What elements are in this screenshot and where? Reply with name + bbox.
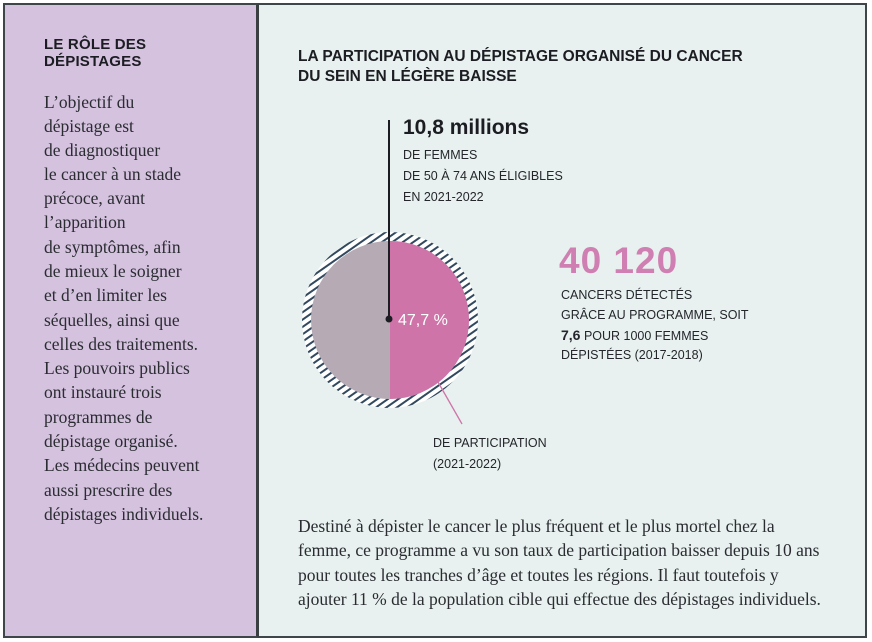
eligible-line-2: DE 50 À 74 ANS ÉLIGIBLES (403, 169, 563, 183)
donut-leader-line (438, 382, 462, 424)
sidebar-text-line: celles des traitements. (44, 334, 199, 354)
sidebar-text-line: le cancer à un stade (44, 164, 182, 184)
eligible-line-3: EN 2021-2022 (403, 190, 484, 204)
paragraph-line: ajouter 11 % de la population cible qui effectue des dépistages individuels. (298, 589, 821, 609)
detected-line-2: GRÂCE AU PROGRAMME, SOIT (561, 308, 749, 322)
infographic-title-line-1: LA PARTICIPATION AU DÉPISTAGE ORGANISÉ DU CANCER (298, 48, 743, 65)
sidebar-text-line: L’objectif du (44, 92, 135, 112)
sidebar-text-line: dépistages individuels. (44, 504, 204, 524)
detected-ratio-text: POUR 1000 FEMMES (580, 329, 709, 343)
participation-line-2: (2021-2022) (433, 457, 502, 471)
sidebar-text-line: de symptômes, afin (44, 237, 181, 257)
sidebar-text-line: et d’en limiter les (44, 285, 167, 305)
detected-value: 40 120 (559, 240, 679, 281)
participation-line-1: DE PARTICIPATION (433, 436, 547, 450)
sidebar-text-line: dépistage est (44, 116, 134, 136)
detected-ratio-number: 7,6 (561, 327, 581, 343)
sidebar-title-line-1: LE RÔLE DES (44, 36, 147, 53)
sidebar-text-line: aussi prescrire des (44, 480, 173, 500)
eligible-value: 10,8 millions (403, 116, 530, 139)
paragraph-line: femme, ce programme a vu son taux de participation baisser depuis 10 ans (298, 540, 820, 560)
sidebar-text-line: séquelles, ainsi que (44, 310, 180, 330)
sidebar-text-line: l’apparition (44, 212, 126, 232)
infographic-title (298, 47, 743, 87)
sidebar-text-line: de mieux le soigner (44, 261, 182, 281)
sidebar-text-line: Les médecins peuvent (44, 455, 200, 475)
detected-line-4: DÉPISTÉES (2017-2018) (561, 348, 703, 362)
detected-line-3 (561, 325, 708, 347)
detected-line-1: CANCERS DÉTECTÉS (561, 288, 693, 302)
sidebar-text-line: programmes de (44, 407, 153, 427)
sidebar-title (44, 36, 244, 70)
eligible-line-1: DE FEMMES (403, 148, 478, 162)
participation-percent: 47,7 % (398, 312, 448, 329)
sidebar-text-line: ont instauré trois (44, 382, 162, 402)
sidebar-text-line: Les pouvoirs publics (44, 358, 190, 378)
sidebar-text-line: dépistage organisé. (44, 431, 178, 451)
paragraph-line: Destiné à dépister le cancer le plus fréquent et le plus mortel chez la (298, 516, 775, 536)
sidebar-title-line-2: DÉPISTAGES (44, 53, 142, 70)
sidebar-text-line: de diagnostiquer (44, 140, 161, 160)
sidebar-text-line: précoce, avant (44, 188, 146, 208)
pointer-line (382, 120, 396, 326)
infographic-title-line-2: DU SEIN EN LÉGÈRE BAISSE (298, 68, 517, 85)
paragraph-line: pour toutes les tranches d’âge et toutes les régions. Il faut toutefois y (298, 565, 779, 585)
